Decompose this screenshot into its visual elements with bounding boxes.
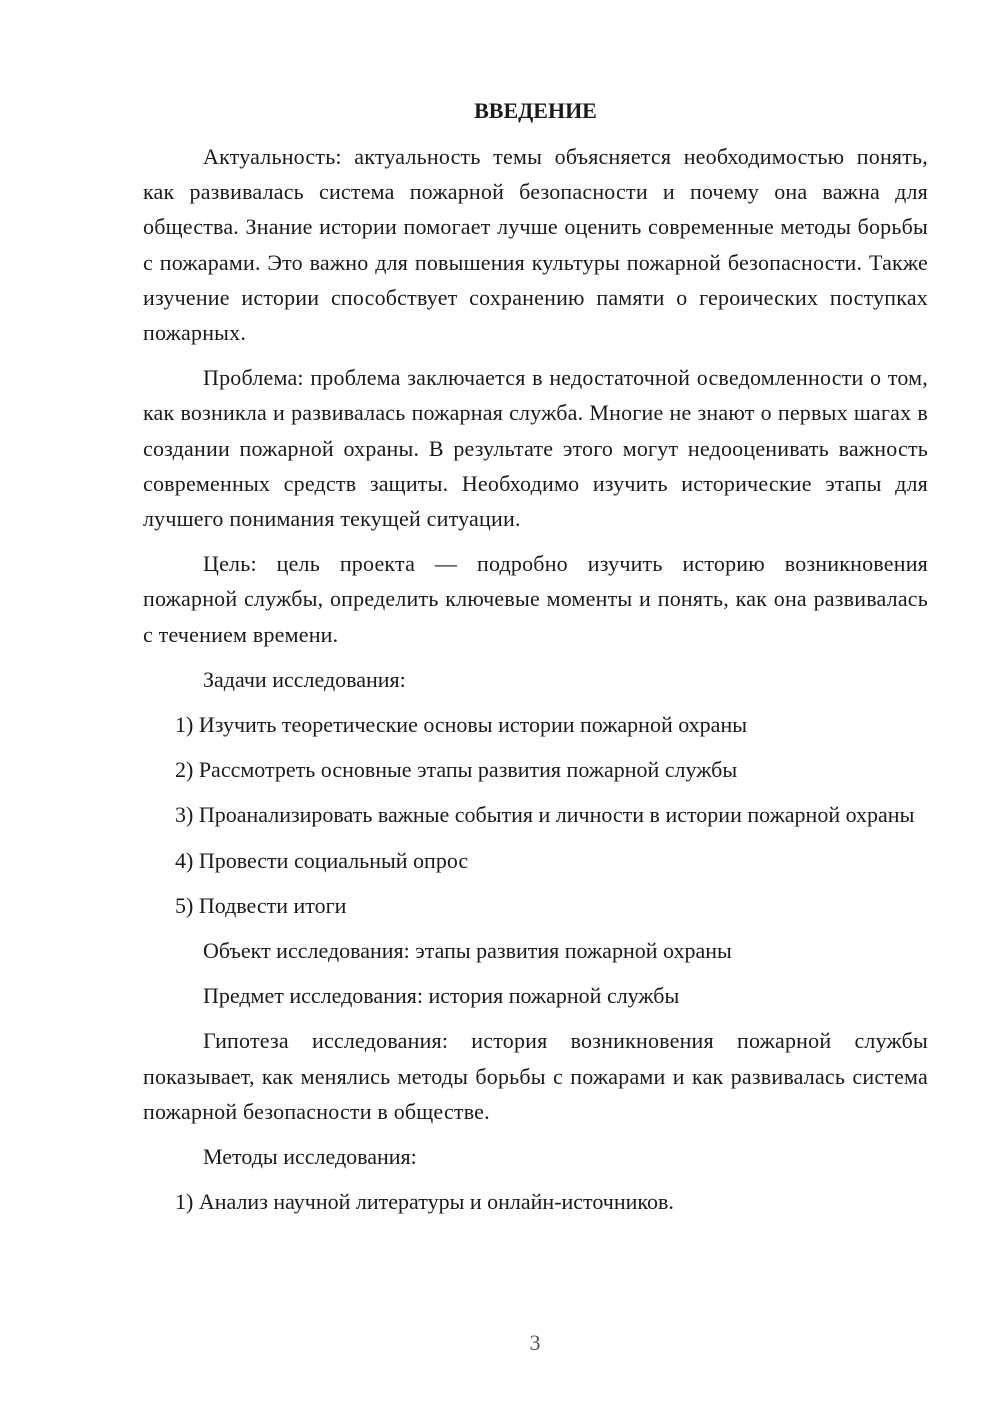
- tasks-heading: Задачи исследования:: [203, 666, 406, 692]
- paragraph-hypothesis: Гипотеза исследования: история возникновения пожарной службы показывает, как менялись методы борьбы с пожарами и как развивалась система пожарной безопасности в обществе.: [143, 1028, 928, 1124]
- methods-heading: Методы исследования:: [203, 1144, 417, 1170]
- task-item-1: 1) Изучить теоретические основы истории пожарной охраны: [175, 712, 747, 738]
- page-number: 3: [529, 1330, 541, 1355]
- task-item-3: 3) Проанализировать важные события и личности в истории пожарной охраны: [175, 802, 915, 828]
- paragraph-relevance: Актуальность: актуальность темы объясняется необходимостью понять, как развивалась система пожарной безопасности и почему она важна для общества. Знание истории помогает лучше оценить современные методы борьбы с пожарами. Это важно для повышения культуры пожарной безопасности. Также изучение истории способствует сохранению памяти о героических поступках пожарных.: [143, 144, 928, 346]
- task-item-4: 4) Провести социальный опрос: [175, 847, 469, 873]
- paragraph-object: Объект исследования: этапы развития пожарной охраны: [203, 938, 732, 964]
- section-title: ВВЕДЕНИЕ: [474, 98, 597, 123]
- paragraph-goal: Цель: цель проекта — подробно изучить историю возникновения пожарной службы, определить ключевые моменты и понять, как она развивалась с течением времени.: [143, 551, 928, 647]
- document-body: [143, 95, 928, 1229]
- paragraph-problem: Проблема: проблема заключается в недостаточной осведомленности о том, как возникла и развивалась пожарная служба. Многие не знают о первых шагах в создании пожарной охраны. В результате этого могут недооценивать важность современных средств защиты. Необходимо изучить исторические этапы для лучшего понимания текущей ситуации.: [143, 365, 928, 532]
- task-item-2: 2) Рассмотреть основные этапы развития пожарной службы: [175, 757, 738, 783]
- task-item-5: 5) Подвести итоги: [175, 892, 347, 918]
- method-item-1: 1) Анализ научной литературы и онлайн-источников.: [175, 1189, 674, 1215]
- paragraph-subject: Предмет исследования: история пожарной службы: [203, 983, 680, 1009]
